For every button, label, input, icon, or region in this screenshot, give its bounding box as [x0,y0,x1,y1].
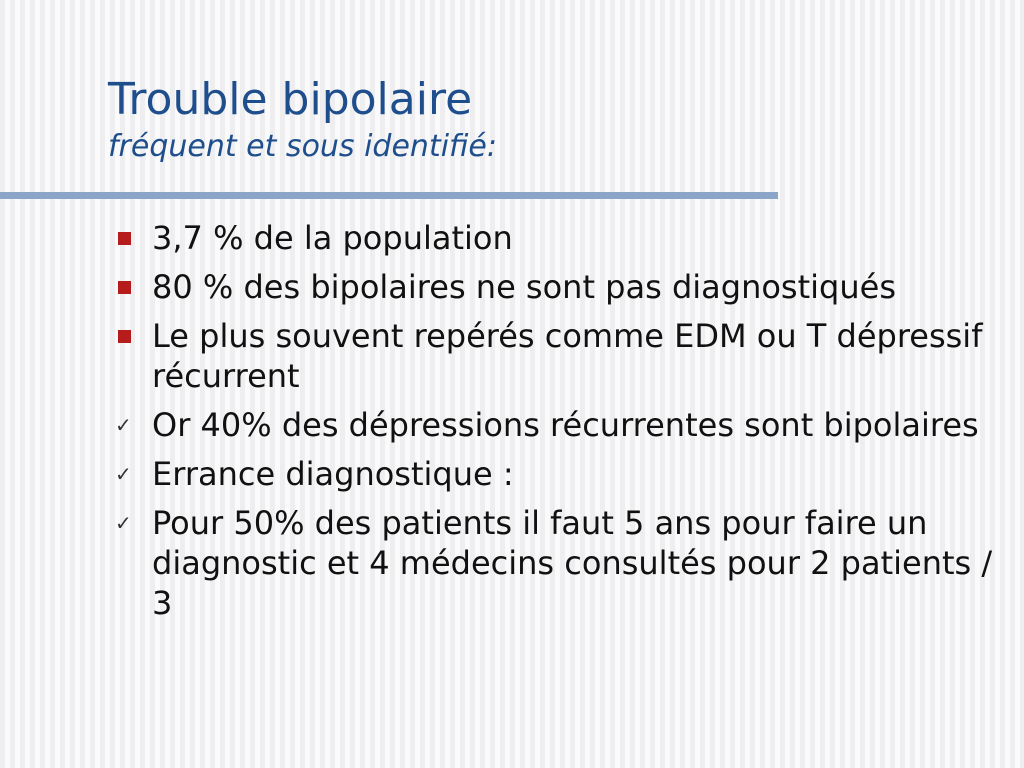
slide-subtitle: fréquent et sous identifié: [108,129,497,164]
title-block [108,74,497,166]
bullet-text: Or 40% des dépressions récurrentes sont bipolaires [152,406,979,444]
checkmark-icon: ✓ [115,462,132,486]
bullet-text: Le plus souvent repérés comme EDM ou T dépressif récurrent [152,317,983,395]
title-divider [0,192,778,199]
slide-title: Trouble bipolaire [108,74,473,125]
checkmark-icon: ✓ [115,413,132,437]
bullet-item [112,316,1012,396]
bullet-item [112,503,1012,623]
square-bullet-icon [112,316,142,356]
bullet-text: 80 % des bipolaires ne sont pas diagnostiqués [152,268,896,306]
bullet-item [112,405,1012,445]
square-bullet-icon [112,267,142,307]
bullet-text: Errance diagnostique : [152,455,514,493]
bullet-item [112,218,1012,258]
bullet-list [112,218,1012,632]
bullet-text: 3,7 % de la population [152,219,513,257]
bullet-text: Pour 50% des patients il faut 5 ans pour faire un diagnostic et 4 médecins consultés pour 2 patients / 3 [152,504,993,622]
checkmark-icon: ✓ [115,511,132,535]
bullet-item [112,454,1012,494]
bullet-item [112,267,1012,307]
square-bullet-icon [112,218,142,258]
